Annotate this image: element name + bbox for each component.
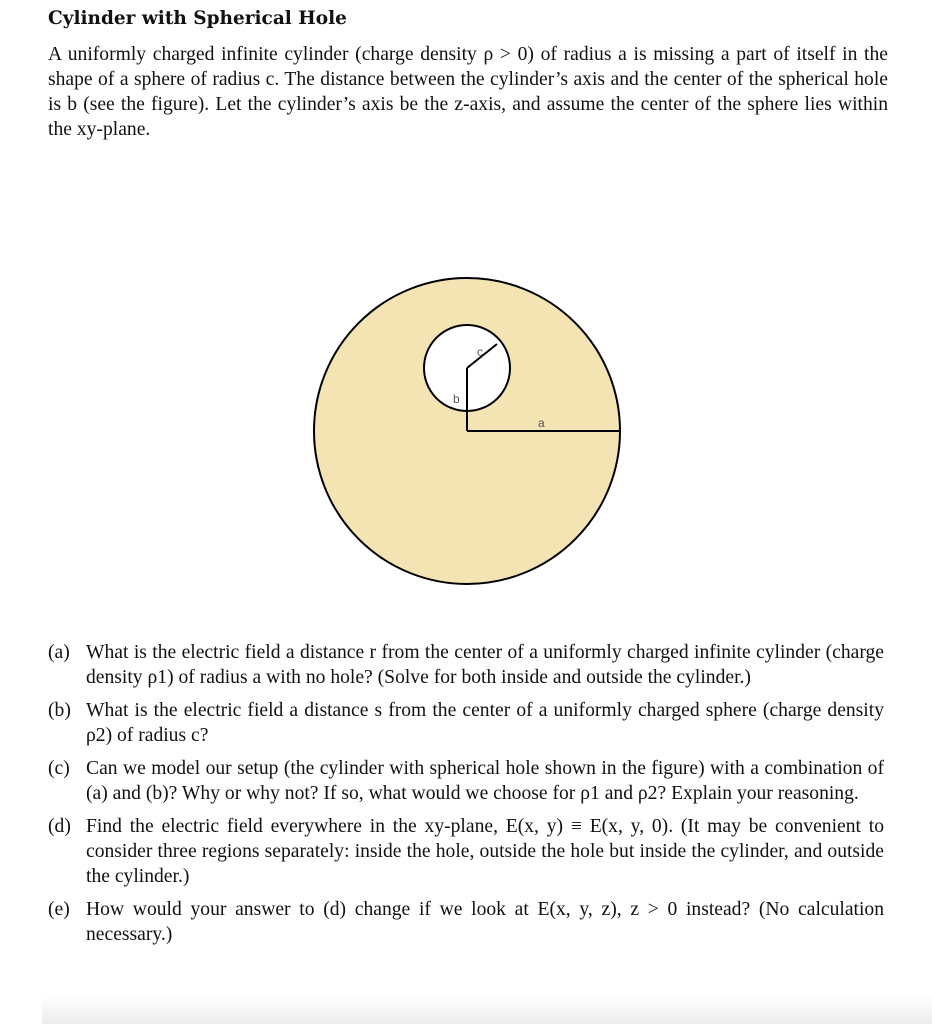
part-text: Find the electric field everywhere in the xy-plane, E(x, y) ≡ E(x, y, 0). (It may be convenient to consider three regions separately: inside the hole, outside the hole but inside the cylinder, and outside the cylinder.) (86, 816, 884, 887)
part-c (48, 756, 884, 806)
problem-intro: A uniformly charged infinite cylinder (charge density ρ > 0) of radius a is missing a part of itself in the shape of a sphere of radius c. The distance between the cylinder’s axis and the center of the spherical hole is b (see the figure). Let the cylinder’s axis be the z-axis, and assume the center of the sphere lies within the xy-plane. (48, 44, 888, 140)
part-label: (a) (48, 642, 70, 663)
part-d (48, 814, 884, 889)
part-text: What is the electric field a distance r from the center of a uniformly charged infinite cylinder (charge density ρ1) of radius a with no hole? (Solve for both inside and outside the cylinder.) (86, 642, 884, 688)
problem-title: Cylinder with Spherical Hole (48, 8, 347, 29)
label-c: c (477, 345, 483, 359)
part-e (48, 897, 884, 947)
part-a (48, 640, 884, 690)
label-a: a (538, 416, 545, 430)
part-text: What is the electric field a distance s from the center of a uniformly charged sphere (charge density ρ2) of radius c? (86, 700, 884, 746)
part-label: (e) (48, 899, 70, 920)
part-label: (d) (48, 816, 71, 837)
label-b: b (453, 392, 460, 406)
problem-parts (48, 640, 884, 955)
part-label: (c) (48, 758, 70, 779)
part-text: Can we model our setup (the cylinder with spherical hole shown in the figure) with a combination of (a) and (b)? Why or why not? If so, what would we choose for ρ1 and ρ2? Explain your reasoning. (86, 758, 884, 804)
part-label: (b) (48, 700, 71, 721)
bottom-fade (42, 996, 932, 1024)
part-text: How would your answer to (d) change if we look at E(x, y, z), z > 0 instead? (No calculation necessary.) (86, 899, 884, 945)
part-b (48, 698, 884, 748)
